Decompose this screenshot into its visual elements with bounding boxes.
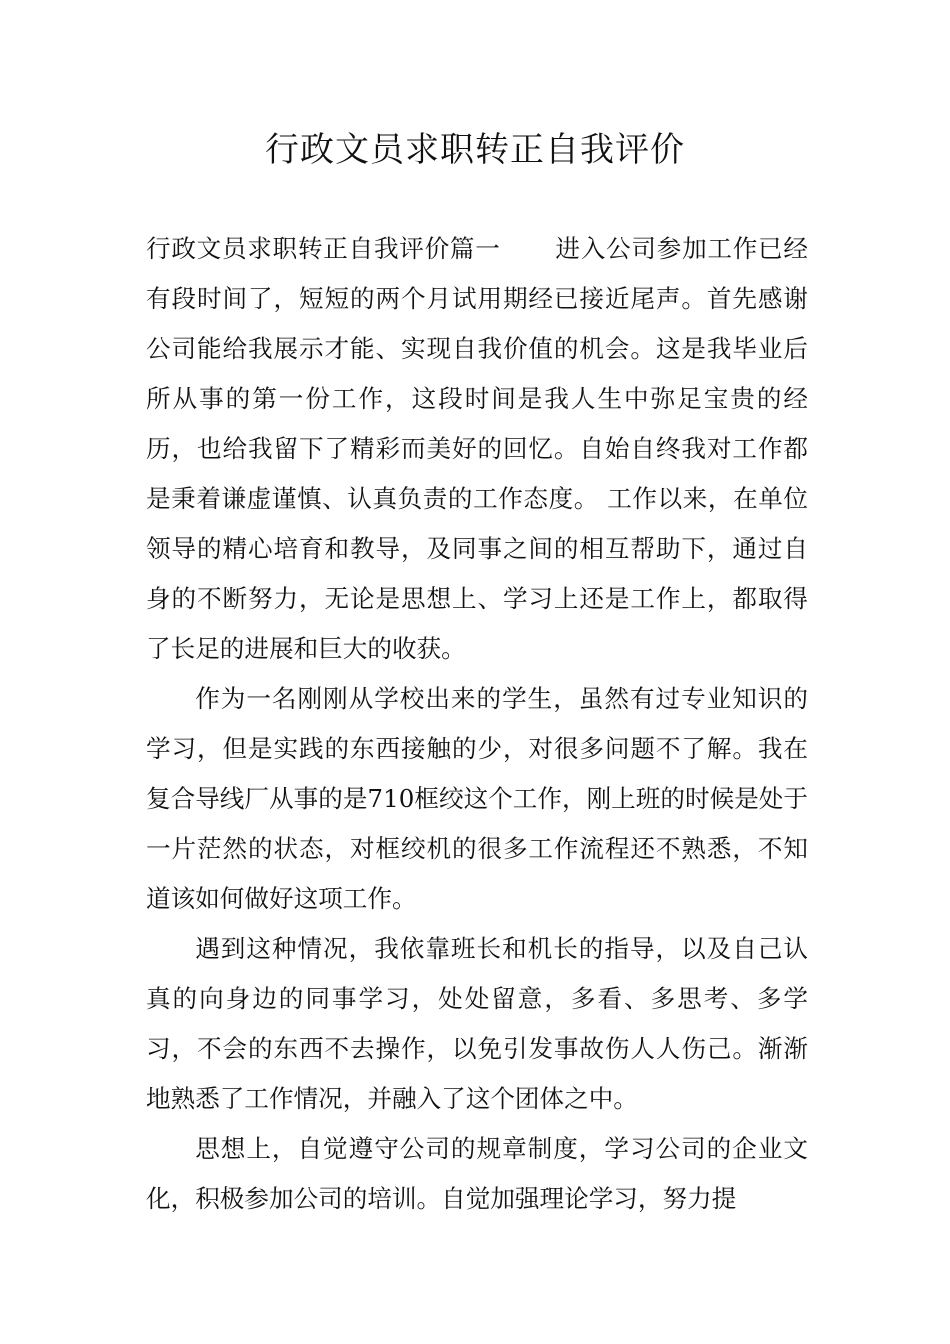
paragraph-2: 作为一名刚刚从学校出来的学生，虽然有过专业知识的学习，但是实践的东西接触的少，对很多问题不了解。我在复合导线厂从事的是710框绞这个工作，刚上班的时候是处于一片茫然的状态，对框绞机的很多工作流程还不熟悉，不知道该如何做好这项工作。 [146, 684, 808, 913]
document-title: 行政文员求职转正自我评价 [265, 130, 685, 170]
section-heading: 行政文员求职转正自我评价篇一 [146, 234, 501, 263]
paragraph-text: 进入公司参加工作已经有段时间了，短短的两个月试用期经已接近尾声。首先感谢公司能给我展示才能、实现自我价值的机会。这是我毕业后所从事的第一份工作，这段时间是我人生中弥足宝贵的经历，也给我留下了精彩而美好的回忆。自始自终我对工作都是秉着谦虚谨慎、认真负责的工作态度。 工作以来，在单位领导的精心培育和教导，及同事之间的相互帮助下，通过自身的不断努力，无论是思想上、学习上还是工作上，都取得了长足的进展和巨大的收获。 [146, 234, 808, 663]
paragraph-1 [146, 224, 808, 674]
document-body [146, 224, 808, 1224]
paragraph-4: 思想上，自觉遵守公司的规章制度，学习公司的企业文化，积极参加公司的培训。自觉加强理论学习，努力提 [146, 1134, 808, 1213]
paragraph-3: 遇到这种情况，我依靠班长和机长的指导，以及自己认真的向身边的同事学习，处处留意，多看、多思考、多学习，不会的东西不去操作，以免引发事故伤人人伤己。渐渐地熟悉了工作情况，并融入了这个团体之中。 [146, 934, 808, 1113]
